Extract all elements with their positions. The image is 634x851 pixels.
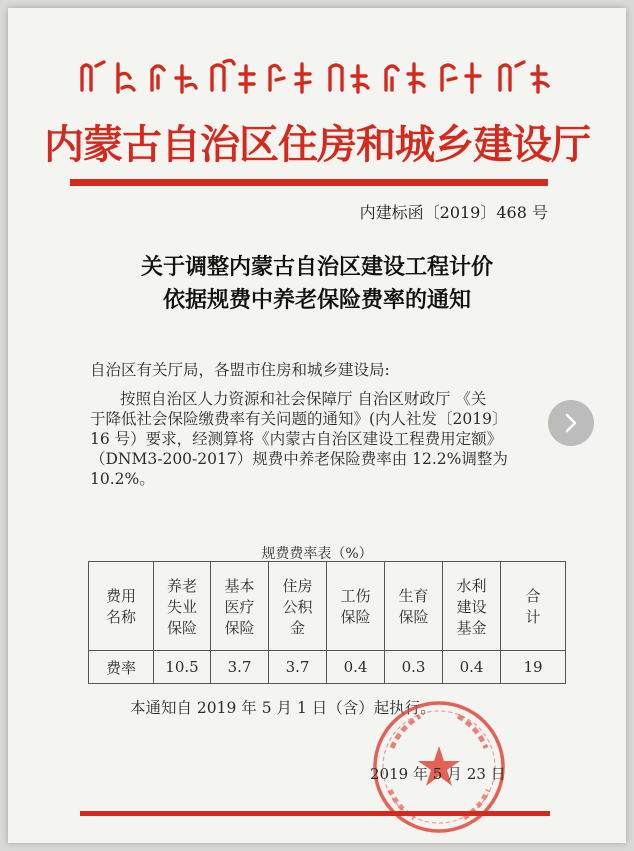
document-number: 内建标函〔2019〕468 号 [359,203,548,222]
table-cell: 3.7 [269,651,327,684]
document-page [8,8,626,843]
header-cell: 住房 公积 金 [269,562,327,651]
header-cell: 基本 医疗 保险 [211,562,269,651]
table-header-row [89,562,566,651]
paragraph-line: 于降低社会保险缴费率有关问题的通知》(内人社发〔2019〕 [90,410,508,428]
rate-table [88,561,566,684]
table-cell: 3.7 [211,651,269,684]
issuing-authority-name: 内蒙古自治区住房和城乡建设厅 [44,122,590,168]
paragraph-line: 10.2%。 [90,470,155,488]
table-cell: 10.5 [154,651,211,684]
table-cell: 0.4 [443,651,501,684]
next-page-button[interactable] [548,400,594,446]
chevron-right-icon [562,412,580,434]
paragraph-line: （DNM3-200-2017）规费中养老保险费率由 12.2%调整为 [90,450,508,468]
body-paragraph [90,389,558,489]
table-cell: 费率 [89,651,154,684]
header-cell: 费用 名称 [89,562,154,651]
title-line-2: 依据规费中养老保险费率的通知 [162,287,471,313]
header-cell: 工伤 保险 [327,562,385,651]
header-cell: 合 计 [501,562,566,651]
table-caption: 规费费率表（%） [261,546,373,562]
table-row [89,651,566,684]
paragraph-line: 按照自治区人力资源和社会保障厅 自治区财政厅 《关 [120,390,487,408]
title-line-1: 关于调整内蒙古自治区建设工程计价 [140,254,493,280]
document-title [8,251,626,317]
salutation: 自治区有关厅局，各盟市住房和城乡建设局: [90,361,390,379]
mongolian-script-line [78,56,558,98]
table-cell: 0.3 [385,651,443,684]
red-header-rule [70,179,548,186]
issue-date: 2019 年 5 月 23 日 [370,765,506,783]
table-cell: 19 [501,651,566,684]
red-footer-rule [80,811,550,816]
header-cell: 水利 建设 基金 [443,562,501,651]
effective-date-notice: 本通知自 2019 年 5 月 1 日（含）起执行。 [130,699,436,717]
paragraph-line: 16 号）要求，经测算将《内蒙古自治区建设工程费用定额》 [90,430,503,448]
header-cell: 养老 失业 保险 [154,562,211,651]
header-cell: 生育 保险 [385,562,443,651]
table-cell: 0.4 [327,651,385,684]
